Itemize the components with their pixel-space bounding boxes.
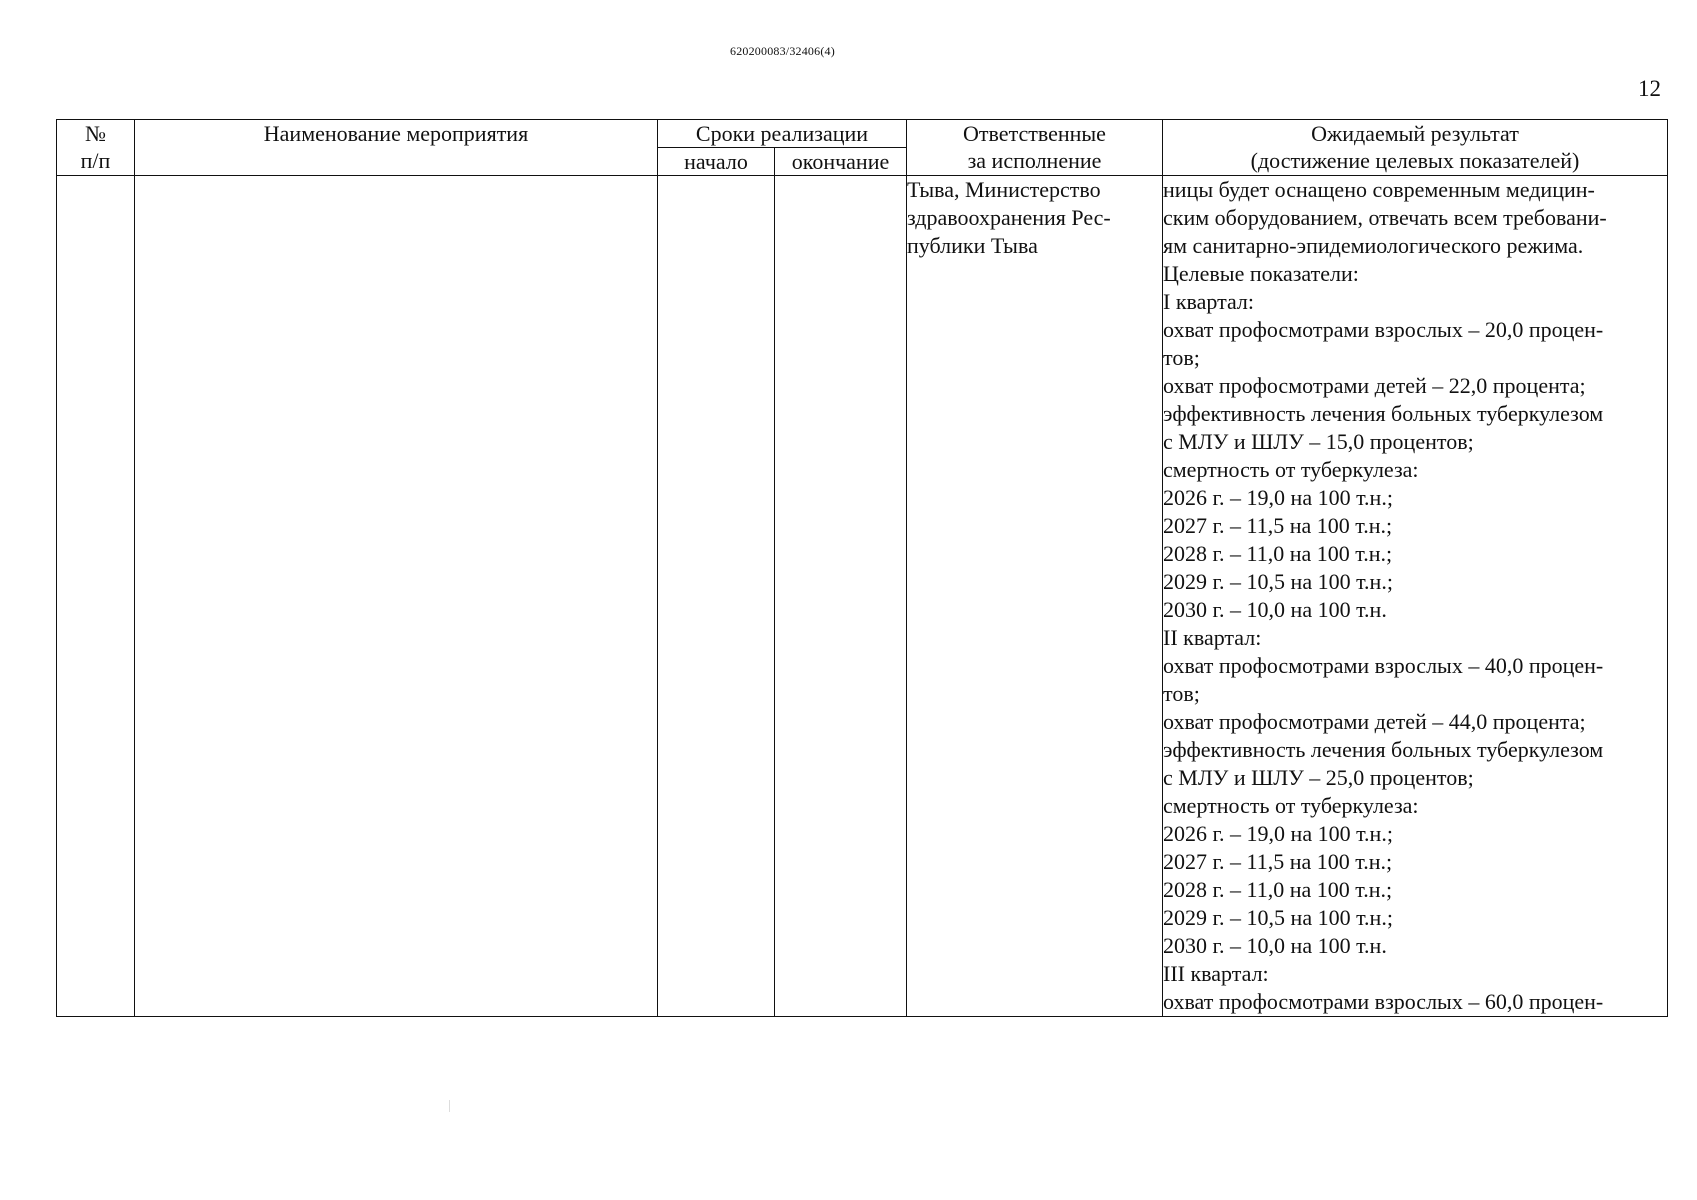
document-code: 620200083/32406(4) xyxy=(730,44,835,58)
header-end: окончание xyxy=(775,148,907,176)
header-number-abbr: п/п xyxy=(80,148,111,173)
header-start: начало xyxy=(658,148,775,176)
result-line: эффективность лечения больных туберкулезом xyxy=(1163,737,1604,762)
result-line: ским оборудованием, отвечать всем требовани- xyxy=(1163,205,1607,230)
result-line: охват профосмотрами взрослых – 40,0 процен- xyxy=(1163,653,1604,678)
result-line: II квартал: xyxy=(1163,625,1262,650)
cell-measure-name xyxy=(135,176,658,1017)
result-line: 2028 г. – 11,0 на 100 т.н.; xyxy=(1163,877,1393,902)
result-line: III квартал: xyxy=(1163,961,1269,986)
header-responsible: Ответственные за исполнение xyxy=(907,120,1163,176)
result-line: 2026 г. – 19,0 на 100 т.н.; xyxy=(1163,821,1393,846)
table-row xyxy=(57,176,1668,1017)
responsible-line: публики Тыва xyxy=(907,233,1038,258)
result-line: Целевые показатели: xyxy=(1163,261,1359,286)
cell-responsible xyxy=(907,176,1163,1017)
result-line: ницы будет оснащено современным медицин- xyxy=(1163,177,1595,202)
scan-mark xyxy=(449,1100,450,1112)
measures-table xyxy=(56,119,1668,1017)
result-line: охват профосмотрами детей – 22,0 процента; xyxy=(1163,373,1586,398)
result-line: 2030 г. – 10,0 на 100 т.н. xyxy=(1163,933,1387,958)
header-terms: Сроки реализации xyxy=(658,120,907,148)
result-line: эффективность лечения больных туберкулезом xyxy=(1163,401,1604,426)
responsible-line: Тыва, Министерство xyxy=(907,177,1101,202)
result-line: I квартал: xyxy=(1163,289,1255,314)
result-line: 2027 г. – 11,5 на 100 т.н.; xyxy=(1163,849,1393,874)
result-line: с МЛУ и ШЛУ – 25,0 процентов; xyxy=(1163,765,1474,790)
result-line: 2028 г. – 11,0 на 100 т.н.; xyxy=(1163,541,1393,566)
result-line: охват профосмотрами взрослых – 20,0 процен- xyxy=(1163,317,1604,342)
header-number-symbol: № xyxy=(85,121,106,146)
result-line: с МЛУ и ШЛУ – 15,0 процентов; xyxy=(1163,429,1474,454)
header-number xyxy=(57,120,135,176)
result-line: смертность от туберкулеза: xyxy=(1163,457,1419,482)
result-line: охват профосмотрами детей – 44,0 процента; xyxy=(1163,709,1586,734)
result-line: 2030 г. – 10,0 на 100 т.н. xyxy=(1163,597,1387,622)
cell-number xyxy=(57,176,135,1017)
result-line: тов; xyxy=(1163,345,1200,370)
header-measure-name: Наименование мероприятия xyxy=(135,120,658,176)
page-number: 12 xyxy=(1638,76,1661,101)
result-line: смертность от туберкулеза: xyxy=(1163,793,1419,818)
result-line: тов; xyxy=(1163,681,1200,706)
header-expected-result: Ожидаемый результат (достижение целевых показателей) xyxy=(1163,120,1668,176)
result-line: 2029 г. – 10,5 на 100 т.н.; xyxy=(1163,569,1393,594)
header-row-1 xyxy=(57,120,1668,148)
result-line: 2029 г. – 10,5 на 100 т.н.; xyxy=(1163,905,1393,930)
cell-end xyxy=(775,176,907,1017)
cell-expected-result xyxy=(1163,176,1668,1017)
result-line: ям санитарно-эпидемиологического режима. xyxy=(1163,233,1584,258)
result-line: 2026 г. – 19,0 на 100 т.н.; xyxy=(1163,485,1393,510)
cell-start xyxy=(658,176,775,1017)
responsible-line: здравоохранения Рес- xyxy=(907,205,1111,230)
result-line: охват профосмотрами взрослых – 60,0 процен- xyxy=(1163,989,1604,1014)
result-line: 2027 г. – 11,5 на 100 т.н.; xyxy=(1163,513,1393,538)
